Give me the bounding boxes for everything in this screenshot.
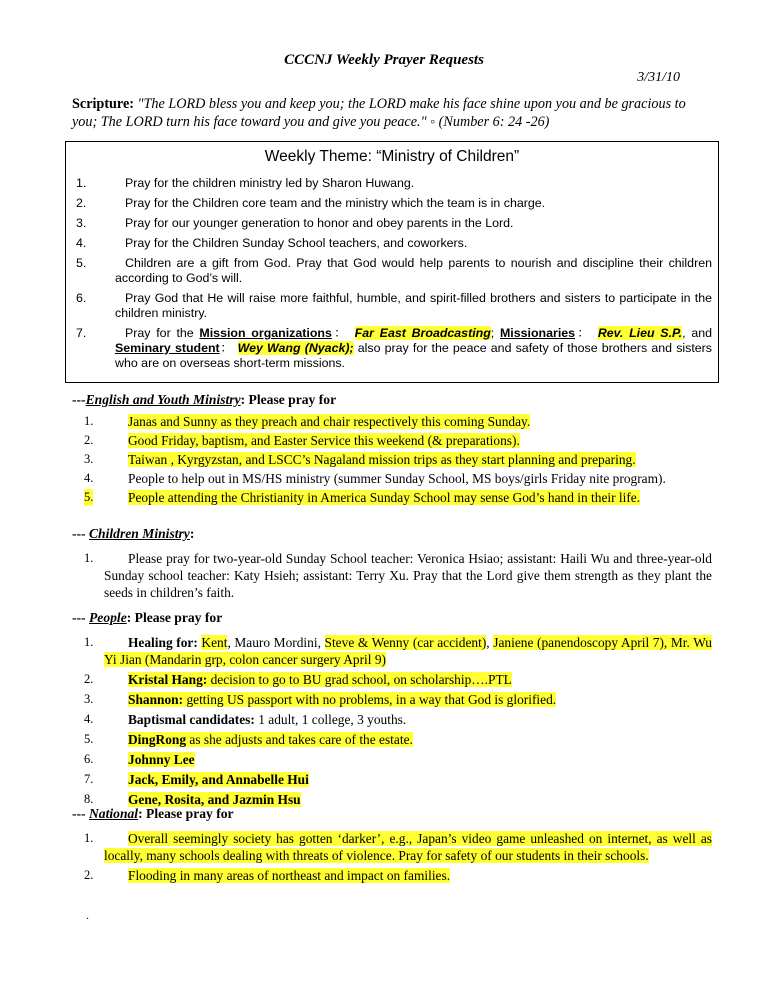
item-text: Pray for our younger generation to honor and obey parents in the Lord. [125,216,514,230]
list-item [84,771,712,788]
item-number: 1. [84,635,94,649]
separator: ： [219,341,234,355]
seminary-student-label: Seminary student [115,341,220,355]
list-item [76,326,712,371]
item-text: Pray for the Children Sunday School teachers, and coworkers. [125,236,468,250]
scripture-reference: ◦ (Number 6: 24 -26) [426,114,550,130]
item-number: 8. [84,792,94,806]
list-item [84,691,712,708]
item-number: 4. [84,712,94,726]
heading-suffix: : Please pray for [240,392,337,407]
missionaries-label: Missionaries [499,326,576,340]
children-ministry-heading [72,526,712,542]
document-title: CCCNJ Weekly Prayer Requests [284,52,484,68]
heading-suffix: : Please pray for [126,610,223,625]
person-name: Gene, Rosita, and Jazmin Hsu [128,792,301,807]
person-name: DingRong [128,732,187,747]
item-number: 1. [84,831,94,845]
item-text-part: Pray for the [125,326,200,340]
item-text: Taiwan , Kyrgyzstan, and LSCC’s Nagaland mission trips as they start planning and preparing. [128,452,636,467]
weekly-theme-box [65,141,719,383]
person-name: Baptismal candidates: [128,712,255,727]
document-date: 3/31/10 [637,70,680,85]
person-name: Johnny Lee [128,752,195,767]
healing-name: , Mauro Mordini, [227,635,325,650]
item-number: 2. [84,868,94,882]
item-number: 2. [84,672,94,686]
seminary-student-name: Wey Wang (Nyack); [237,341,354,355]
list-item [76,236,712,251]
item-number: 5. [84,490,94,504]
list-item [76,256,712,286]
item-text: People attending the Christianity in America Sunday School may sense God’s hand in their life. [128,490,641,505]
scripture-text: "The LORD bless you and keep you; the LORD make his face shine upon you and be gracious to you; The LORD turn his face toward you and give you peace." [72,96,686,130]
item-text: Flooding in many areas of northeast and impact on families. [128,868,451,883]
healing-name: Steve & Wenny (car accident) [324,635,487,650]
item-text: People to help out in MS/HS ministry (summer Sunday School, MS boys/girls Friday nite program). [128,471,666,486]
item-number: 5. [84,732,94,746]
item-number: 6. [76,291,87,305]
list-item [76,291,712,321]
item-text: decision to go to BU grad school, on scholarship….PTL [207,672,512,687]
item-number: 2. [84,433,94,447]
national-list [84,830,712,884]
far-east-broadcasting: Far East Broadcasting [354,326,491,340]
list-item [84,550,712,601]
list-item [76,196,712,211]
section-name: People [88,610,127,625]
healing-name: Kent [201,635,228,650]
separator: , [486,635,494,650]
item-text: Children are a gift from God. Pray that God would help parents to nourish and discipline their children according to God’s will. [115,256,712,285]
item-text: Pray for the Children core team and the ministry which the team is in charge. [125,196,546,210]
list-item [84,711,712,728]
list-item [84,671,712,688]
separator: ： [575,326,593,340]
section-name: Children Ministry [88,526,190,541]
section-name: National [88,806,139,821]
heading-prefix: --- [72,526,89,541]
english-youth-heading [72,392,712,408]
heading-suffix: : Please pray for [138,806,234,821]
heading-prefix: --- [72,392,86,407]
theme-list [76,176,712,376]
list-item [84,432,712,449]
item-text: as she adjusts and takes care of the estate. [186,732,413,747]
list-item [84,451,712,468]
item-number: 7. [76,326,87,340]
people-list [84,634,712,808]
heading-prefix: --- [72,806,89,821]
item-text: Pray God that He will raise more faithful, humble, and spirit-filled brothers and sisters to participate in the children ministry. [115,291,712,320]
separator: ; [490,326,500,340]
item-number: 1. [84,551,94,565]
list-item [84,413,712,430]
scripture-label: Scripture: [72,96,134,112]
list-item [84,470,712,487]
item-number: 2. [76,196,87,210]
list-item [84,830,712,864]
list-item [76,216,712,231]
item-text: getting US passport with no problems, in a way that God is glorified. [183,692,557,707]
item-text: Pray for the children ministry led by Sharon Huwang. [125,176,415,190]
list-item [76,176,712,191]
item-number: 7. [84,772,94,786]
item-text [115,326,712,371]
item-text-part: , and [682,326,712,340]
item-number: 5. [76,256,87,270]
healing-label: Healing for: [128,635,198,650]
item-number: 6. [84,752,94,766]
item-number: 3. [84,692,94,706]
item-number: 4. [84,471,94,485]
item-number: 3. [84,452,94,466]
section-name: English and Youth Ministry [85,392,241,407]
heading-prefix: --- [72,610,89,625]
item-text-part: also pray for the peace and safety of those brothers and sisters who are on overseas short-term missions. [115,341,712,370]
person-name: Shannon: [128,692,184,707]
healing-name: Janiene (panendoscopy April 7), Mr. Wu Yi Jian (Mandarin grp, colon cancer surgery April 9) [104,635,713,667]
list-item [84,731,712,748]
person-name: Jack, Emily, and Annabelle Hui [128,772,309,787]
heading-suffix: : [189,526,195,541]
item-text: 1 adult, 1 college, 3 youths. [254,712,407,727]
stray-mark: . [86,908,89,922]
list-item [84,634,712,668]
item-text: Janas and Sunny as they preach and chair respectively this coming Sunday. [128,414,531,429]
item-text: Overall seemingly society has gotten ‘darker’, e.g., Japan’s video game unleashed on internet, as well as locally, many schools dealing with threats of violence. Pray for safety of our students in their schools. [104,831,712,863]
list-item [84,751,712,768]
separator: ： [331,326,349,340]
missionary-name: Rev. Lieu S.P. [597,326,683,340]
item-number: 3. [76,216,87,230]
item-number: 4. [76,236,87,250]
item-number: 1. [76,176,87,190]
list-item [84,489,712,506]
children-ministry-list [84,550,712,601]
mission-organizations-label: Mission organizations [199,326,332,340]
weekly-theme-title: Weekly Theme: “Ministry of Children” [264,148,520,165]
item-text: Please pray for two-year-old Sunday School teacher: Veronica Hsiao; assistant: Haili Wu and three-year-old Sunday school teacher: Katy Hsieh; assistant: Terry Xu. Pray that the Lord give them strength as they plant the seeds in children’s faith. [104,551,712,600]
person-name: Kristal Hang: [128,672,208,687]
list-item [84,867,712,884]
item-text: Good Friday, baptism, and Easter Service this weekend (& preparations). [128,433,520,448]
national-heading [72,806,712,822]
scripture-passage [72,95,702,131]
item-number: 1. [84,414,94,428]
people-heading [72,610,712,626]
english-youth-list [84,413,712,506]
